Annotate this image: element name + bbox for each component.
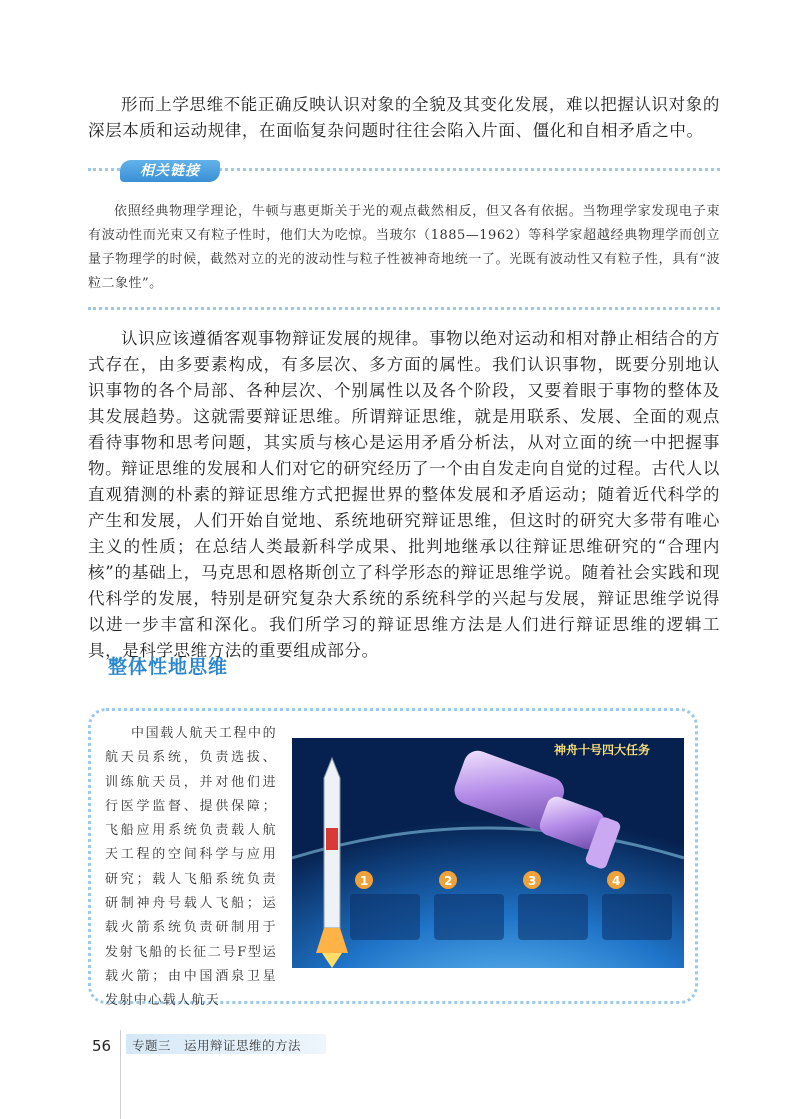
case-text: 中国载人航天工程中的航天员系统，负责选拔、训练航天员，并对他们进行医学监督、提供保障；飞船应用系统负责载人航天工程的空间科学与应用研究；载人飞船系统负责研制神舟号载人飞船；运载火箭系统负责研制用于发射飞船的长征二号F型运载火箭；由中国酒泉卫星发射中心载人航天	[105, 726, 277, 1009]
footer-divider	[120, 1030, 121, 1119]
related-links-tag: 相关链接	[120, 160, 220, 182]
paragraph-dialectical-thinking: 认识应该遵循客观事物辩证发展的规律。事物以绝对运动和相对静止相结合的方式存在，由多要素构成，有多层次、多方面的属性。我们认识事物，既要分别地认识事物的各个局部、各种层次、个别属性以及各个阶段，又要着眼于事物的整体及其发展趋势。这就需要辩证思维。所谓辩证思维，就是用联系、发展、全面的观点看待事物和思考问题，其实质与核心是运用矛盾分析法，从对立面的统一中把握事物。	[88, 329, 720, 478]
mission-number-3: 3	[528, 874, 537, 888]
chapter-title: 专题三 运用辩证思维的方法	[132, 1038, 302, 1053]
section-heading: 整体性地思维	[108, 656, 229, 678]
image-title: 神舟十号四大任务	[554, 743, 651, 757]
page-number: 56	[92, 1037, 112, 1055]
mission-number-2: 2	[444, 874, 453, 888]
paragraph-history: 辩证思维的发展和人们对它的研究经历了一个由自发走向自觉的过程。古代人以直观猜测的朴素的辩证思维方式把握世界的整体发展和矛盾运动；随着近代科学的产生和发展，人们开始自觉地、系统地研究辩证思维，但这时的研究大多带有唯心主义的性质；在总结人类最新科学成果、批判地继承以往辩证思维研究的“合理内核”的基础上，马克思和恩格斯创立了科学形态的辩证思维学说。随着社会实践和现代科学的发展，特别是研究复杂大系统的系统科学的兴起与发展，辩证思维学说得以进一步丰富和深化。我们所学习的辩证思维方法是人们进行辩证思维的逻辑工具，是科学思维方法的重要组成部分。	[88, 459, 720, 660]
shenzhou-illustration	[292, 738, 684, 968]
related-bottom-divider	[88, 307, 720, 310]
paragraph-metaphysics: 形而上学思维不能正确反映认识对象的全貌及其变化发展，难以把握认识对象的深层本质和运动规律，在面临复杂问题时往往会陷入片面、僵化和自相矛盾之中。	[88, 95, 720, 140]
related-links-text: 依照经典物理学理论，牛顿与惠更斯关于光的观点截然相反，但又各有依据。当物理学家发现电子束有波动性而光束又有粒子性时，他们大为吃惊。当玻尔（1885—1962）等科学家超越经典物理学而创立量子物理学的时候，截然对立的光的波动性与粒子性被神奇地统一了。光既有波动性又有粒子性，具有“波粒二象性”。	[88, 204, 720, 291]
mission-number-4: 4	[612, 874, 621, 888]
mission-number-1: 1	[360, 874, 369, 888]
